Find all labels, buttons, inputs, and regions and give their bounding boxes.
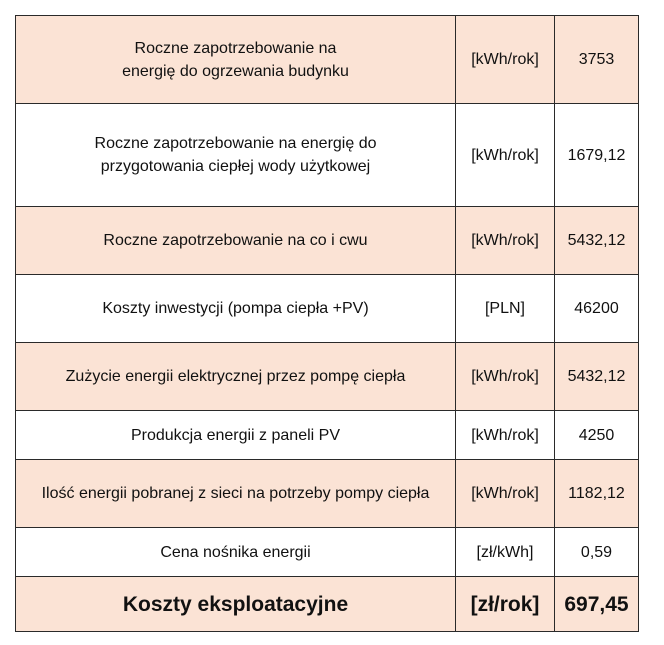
description-line: energię do ogrzewania budynku <box>122 62 349 80</box>
cost-table <box>15 15 639 632</box>
row-description <box>16 275 456 343</box>
total-value: 697,45 <box>555 577 639 632</box>
row-unit: [PLN] <box>456 275 555 343</box>
row-value: 5432,12 <box>555 207 639 275</box>
table-row <box>16 207 639 275</box>
row-value: 5432,12 <box>555 343 639 411</box>
row-value: 4250 <box>555 411 639 460</box>
row-unit: [kWh/rok] <box>456 460 555 528</box>
row-description <box>16 411 456 460</box>
row-value: 0,59 <box>555 528 639 577</box>
row-unit: [kWh/rok] <box>456 411 555 460</box>
description-line: Produkcja energii z paneli PV <box>130 426 340 444</box>
description-line: Roczne zapotrzebowanie na energię do <box>94 135 377 152</box>
row-unit: [kWh/rok] <box>456 104 555 207</box>
row-value: 46200 <box>555 275 639 343</box>
row-description <box>16 104 456 207</box>
table-row <box>16 104 639 207</box>
row-unit: [zł/kWh] <box>456 528 555 577</box>
row-description <box>16 460 456 528</box>
description-line: Roczne zapotrzebowanie na co i cwu <box>103 232 368 249</box>
table-row <box>16 411 639 460</box>
description-line: Cena nośnika energii <box>160 543 311 561</box>
total-row <box>16 577 639 632</box>
description-line: Zużycie energii elektrycznej przez pompę ciepła <box>65 368 406 385</box>
table-row <box>16 528 639 577</box>
description-line: Koszty inwestycji (pompa ciepła +PV) <box>102 300 369 317</box>
description-line: przygotowania ciepłej wody użytkowej <box>100 158 371 175</box>
row-description <box>16 16 456 104</box>
row-value: 1182,12 <box>555 460 639 528</box>
row-unit: [kWh/rok] <box>456 207 555 275</box>
row-value: 1679,12 <box>555 104 639 207</box>
table-row <box>16 343 639 411</box>
row-description <box>16 207 456 275</box>
table-row <box>16 460 639 528</box>
row-unit: [kWh/rok] <box>456 343 555 411</box>
row-description <box>16 528 456 577</box>
row-description <box>16 343 456 411</box>
row-value: 3753 <box>555 16 639 104</box>
total-unit: [zł/rok] <box>456 577 555 632</box>
total-description: Koszty eksploatacyjne <box>16 577 456 632</box>
table-row <box>16 275 639 343</box>
row-unit: [kWh/rok] <box>456 16 555 104</box>
table-row <box>16 16 639 104</box>
description-line: Roczne zapotrzebowanie na <box>134 39 337 57</box>
description-line: Ilość energii pobranej z sieci na potrzeby pompy ciepła <box>41 485 430 502</box>
